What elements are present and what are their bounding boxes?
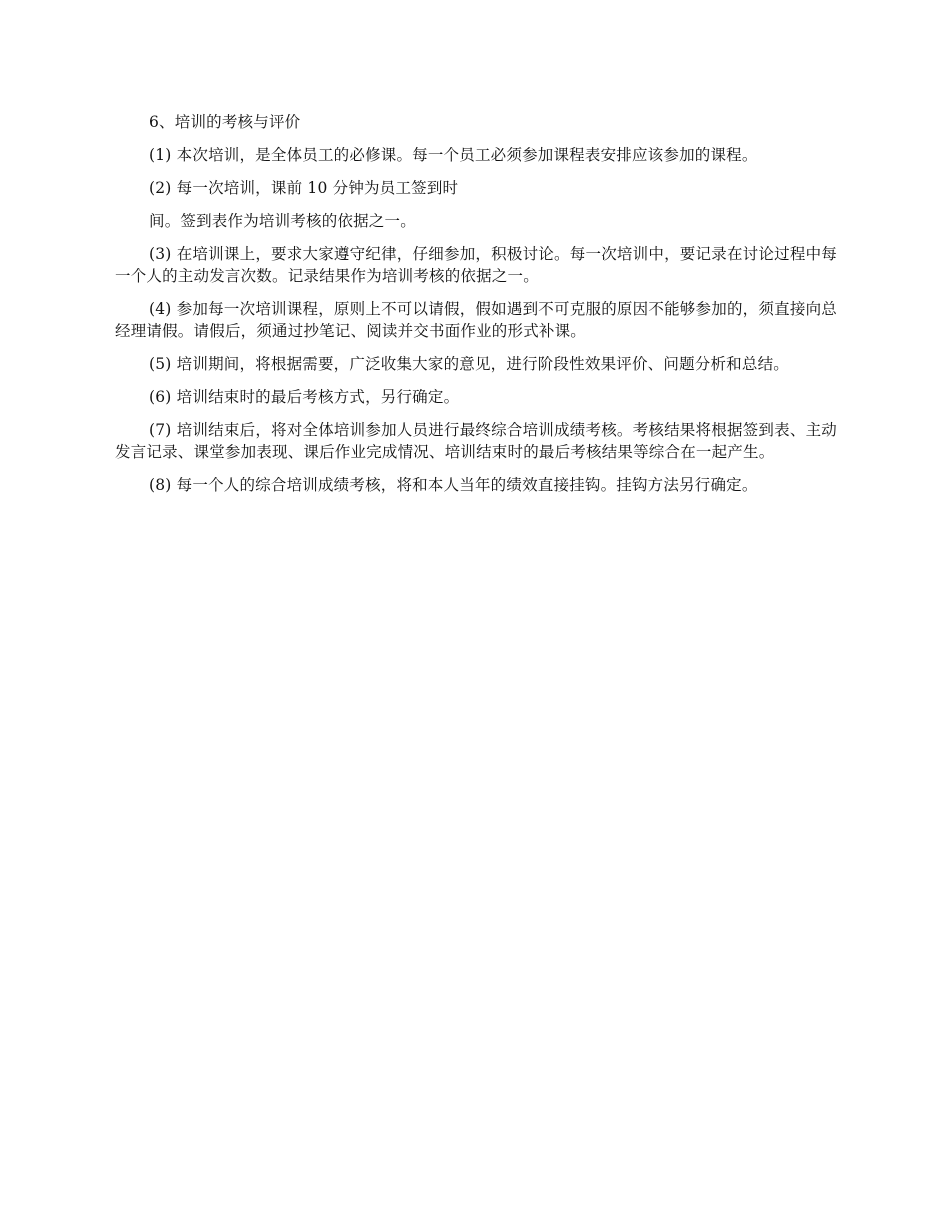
paragraph-1: (1) 本次培训，是全体员工的必修课。每一个员工必须参加课程表安排应该参加的课程。 xyxy=(149,146,758,164)
paragraph-7: (7) 培训结束后，将对全体培训参加人员进行最终综合培训成绩考核。考核结果将根据签到表、主动发言记录、课堂参加表现、课后作业完成情况、培训结束时的最后考核结果等综合在一起产生。 xyxy=(115,421,837,461)
document-page xyxy=(115,111,837,507)
paragraph-4: (4) 参加每一次培训课程，原则上不可以请假，假如遇到不可克服的原因不能够参加的，须直接向总经理请假。请假后，须通过抄笔记、阅读并交书面作业的形式补课。 xyxy=(115,300,837,340)
paragraph-5: (5) 培训期间，将根据需要，广泛收集大家的意见，进行阶段性效果评价、问题分析和总结。 xyxy=(149,355,789,373)
paragraph-8: (8) 每一个人的综合培训成绩考核，将和本人当年的绩效直接挂钩。挂钩方法另行确定。 xyxy=(149,476,758,494)
section-heading: 6、培训的考核与评价 xyxy=(149,113,301,131)
paragraph-2: (2) 每一次培训，课前 10 分钟为员工签到时 xyxy=(149,179,459,197)
paragraph-6: (6) 培训结束时的最后考核方式，另行确定。 xyxy=(149,388,460,406)
paragraph-2-continued: 间。签到表作为培训考核的依据之一。 xyxy=(149,212,416,230)
paragraph-3: (3) 在培训课上，要求大家遵守纪律，仔细参加，积极讨论。每一次培训中，要记录在讨论过程中每一个人的主动发言次数。记录结果作为培训考核的依据之一。 xyxy=(115,245,837,285)
